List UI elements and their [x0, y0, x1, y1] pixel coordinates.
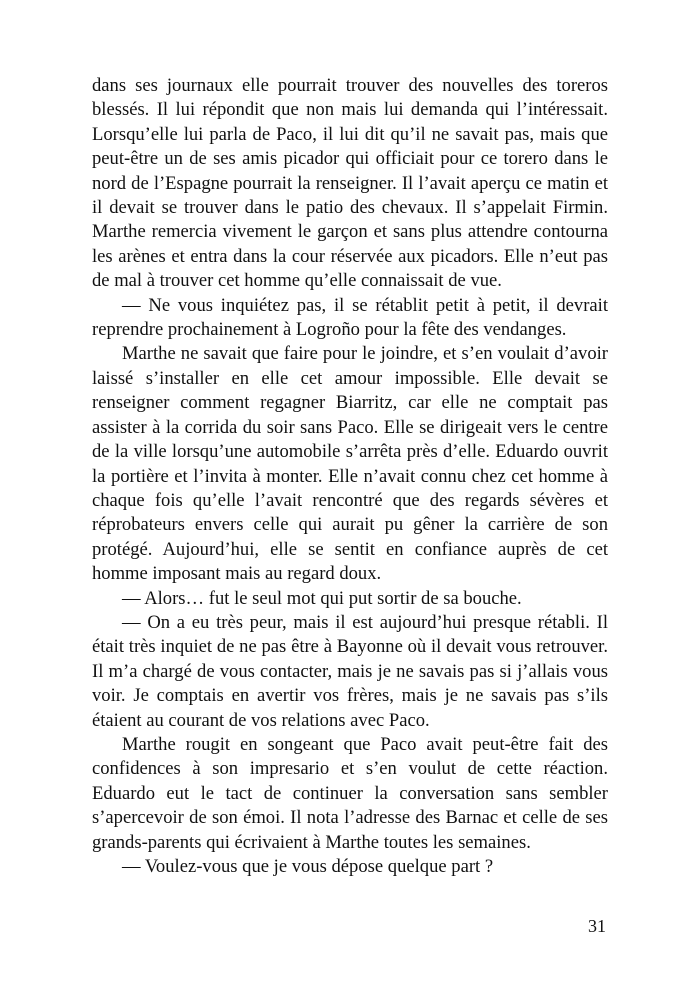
paragraph-6: Marthe rougit en songeant que Paco avait peut-être fait des confidences à son impresario et s’en voulut de cette réaction. Eduardo eut le tact de continuer la conversation sans sembler s’apercevoir de son émoi. Il nota l’adresse des Barnac et celle de ses grands-parents qui écrivaient à Marthe toutes les semaines. [92, 733, 608, 853]
paragraph-2: — Ne vous inquiétez pas, il se rétablit petit à petit, il devrait reprendre prochainement à Logroño pour la fête des vendanges. [92, 294, 608, 341]
body-text [92, 74, 608, 879]
paragraph-5: — On a eu très peur, mais il est aujourd’hui presque rétabli. Il était très inquiet de ne pas être à Bayonne où il devait vous retrouver. Il m’a chargé de vous contacter, mais je ne savais pas si j’allais vous voir. Je comptais en avertir vos frères, mais je ne savais pas s’ils étaient au courant de vos relations avec Paco. [92, 611, 608, 731]
paragraph-3: Marthe ne savait que faire pour le joindre, et s’en voulait d’avoir laissé s’installer en elle cet amour impossible. Elle devait se renseigner comment regagner Biarritz, car elle ne comptait pas assister à la corrida du soir sans Paco. Elle se dirigeait vers le centre de la ville lorsqu’une automobile s’arrêta près d’elle. Eduardo ouvrit la portière et l’invita à monter. Elle n’avait connu chez cet homme à chaque fois qu’elle l’avait rencontré que des regards sévères et réprobateurs envers celle qui aurait pu gêner la carrière de son protégé. Aujourd’hui, elle se sentit en confiance auprès de cet homme imposant mais au regard doux. [92, 343, 608, 585]
paragraph-7: — Voulez-vous que je vous dépose quelque part ? [122, 856, 494, 877]
page-number: 31 [588, 916, 606, 936]
paragraph-1: dans ses journaux elle pourrait trouver des nouvelles des toreros blessés. Il lui répondit que non mais lui demanda qui l’intéressait. Lorsqu’elle lui parla de Paco, il lui dit qu’il ne savait pas, mais que peut-être un de ses amis picador qui officiait pour ce torero dans le nord de l’Espagne pourrait la renseigner. Il l’avait aperçu ce matin et il devait se trouver dans le patio des chevaux. Il s’appelait Firmin. Marthe remercia vivement le garçon et sans plus attendre contourna les arènes et entra dans la cour réservée aux picadors. Elle n’eut pas de mal à trouver cet homme qu’elle connaissait de vue. [92, 75, 608, 292]
paragraph-4: — Alors… fut le seul mot qui put sortir de sa bouche. [122, 587, 522, 609]
